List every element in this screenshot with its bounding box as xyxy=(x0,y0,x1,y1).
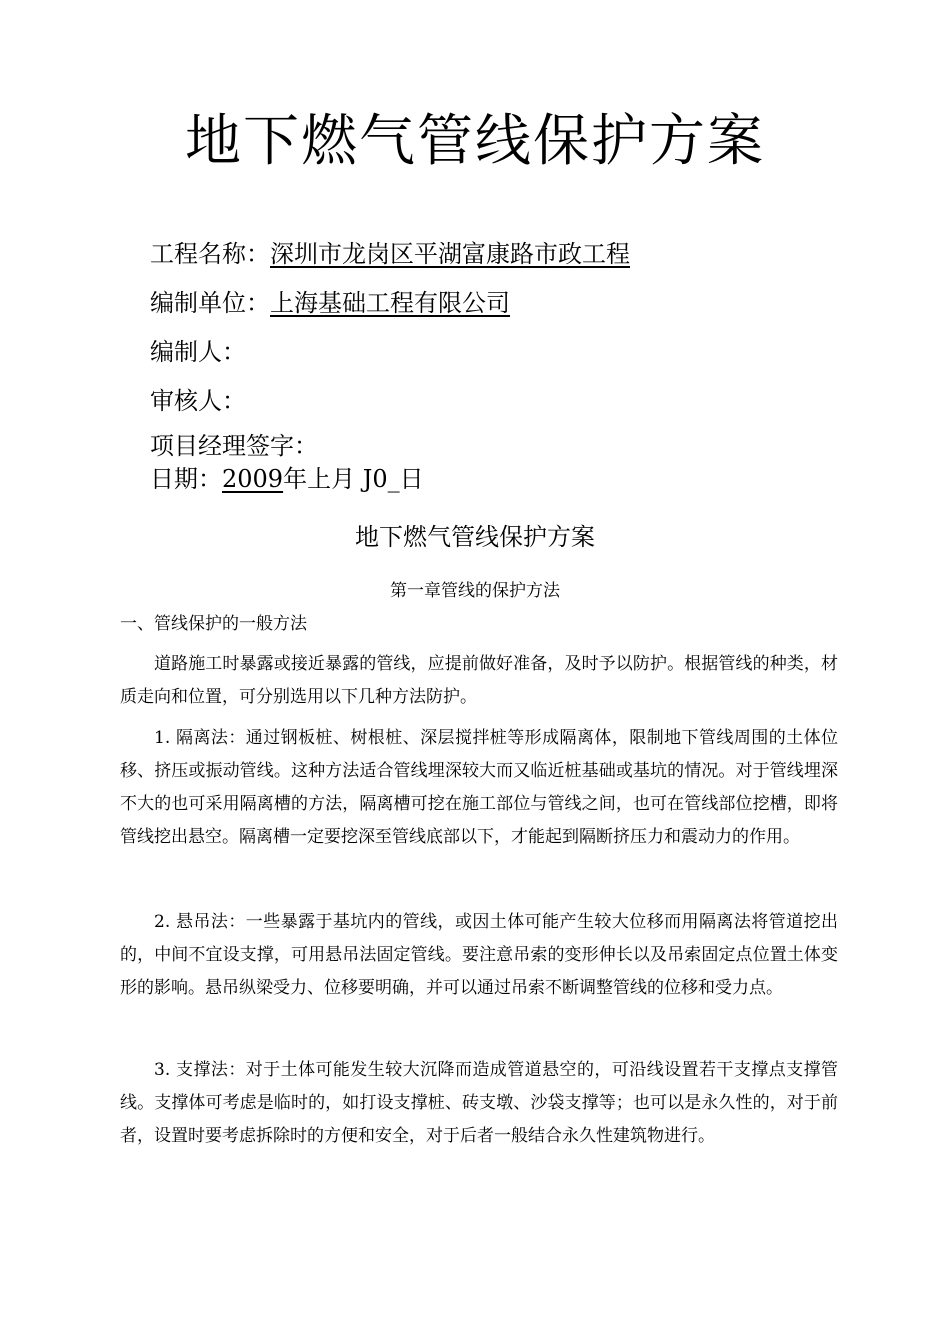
paragraph-suspension-method: 2. 悬吊法：一些暴露于基坑内的管线，或因土体可能产生较大位移而用隔离法将管道挖出的，中间不宜设支撑，可用悬吊法固定管线。要注意吊索的变形伸长以及吊索固定点位置土体变形的影响。悬吊纵梁受力、位移要明确，并可以通过吊索不断调整管线的位移和受力点。 xyxy=(120,912,838,998)
paragraph-support-method: 3. 支撑法：对于土体可能发生较大沉降而造成管道悬空的，可沿线设置若干支撑点支撑管线。支撑体可考虑是临时的，如打设支撑桩、砖支墩、沙袋支撑等；也可以是永久性的，对于前者，设置时要考虑拆除时的方便和安全，对于后者一般结合永久性建筑物进行。 xyxy=(120,1060,838,1146)
document-title: 地下燃气管线保护方案 xyxy=(355,523,595,551)
pm-signature-label: 项目经理签字： xyxy=(150,432,318,460)
reviewer-line xyxy=(150,387,246,416)
author-line xyxy=(150,338,246,367)
date-label: 日期： xyxy=(150,465,222,493)
project-name-line xyxy=(150,240,630,269)
org-label: 编制单位： xyxy=(150,289,270,317)
date-year: 2009 xyxy=(222,465,284,493)
org-value: 上海基础工程有限公司 xyxy=(270,289,510,317)
chapter-heading: 第一章管线的保护方法 xyxy=(390,581,560,601)
project-name-label: 工程名称： xyxy=(150,240,270,268)
paragraph-intro: 道路施工时暴露或接近暴露的管线，应提前做好准备，及时予以防护。根据管线的种类，材质走向和位置，可分别选用以下几种方法防护。 xyxy=(120,654,838,707)
section-heading: 一、管线保护的一般方法 xyxy=(120,614,307,634)
cover-title: 地下燃气管线保护方案 xyxy=(185,109,765,174)
date-line xyxy=(150,465,424,494)
project-name-value: 深圳市龙岗区平湖富康路市政工程 xyxy=(270,240,630,268)
org-line xyxy=(150,289,510,318)
author-label: 编制人： xyxy=(150,338,246,366)
date-rest: 年上月 J0_日 xyxy=(283,465,424,493)
paragraph-isolation-method: 1. 隔离法：通过钢板桩、树根桩、深层搅拌桩等形成隔离体，限制地下管线周围的土体位移、挤压或振动管线。这种方法适合管线埋深较大而又临近桩基础或基坑的情况。对于管线埋深不大的也可采用隔离槽的方法，隔离槽可挖在施工部位与管线之间，也可在管线部位挖槽，即将管线挖出悬空。隔离槽一定要挖深至管线底部以下，才能起到隔断挤压力和震动力的作用。 xyxy=(120,728,838,847)
pm-signature-line xyxy=(150,432,318,461)
reviewer-label: 审核人： xyxy=(150,387,246,415)
